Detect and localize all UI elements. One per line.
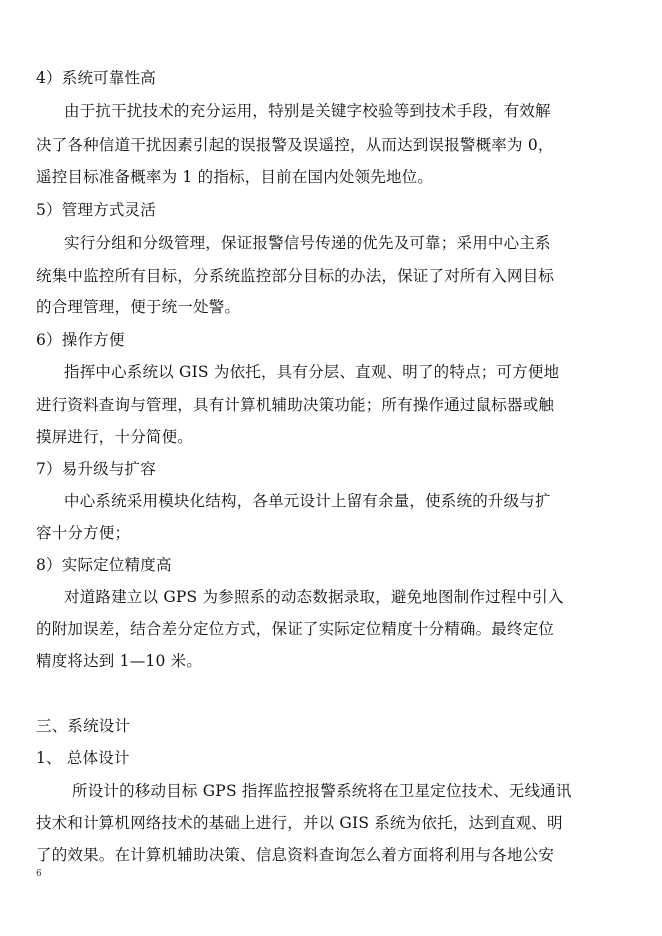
section-5-line-2: 统集中监控所有目标，分系统监控部分目标的办法，保证了对所有入网目标: [36, 267, 555, 285]
page-number: 6: [36, 869, 42, 879]
chapter-3-1-line-3: 了的效果。在计算机辅助决策、信息资料查询怎么着方面将利用与各地公安: [36, 846, 555, 864]
chapter-3-heading: 三、系统设计: [36, 717, 131, 735]
section-6-line-3: 摸屏进行，十分简便。: [36, 428, 194, 446]
section-8-heading: 8）实际定位精度高: [36, 556, 172, 574]
section-5-line-1: 实行分组和分级管理，保证报警信号传递的优先及可靠；采用中心主系: [64, 234, 551, 252]
section-6-line-1: 指挥中心系统以 GIS 为依托，具有分层、直观、明了的特点；可方便地: [64, 363, 560, 381]
section-5-line-3: 的合理管理，便于统一处警。: [36, 298, 241, 316]
section-7-heading: 7）易升级与扩容: [36, 460, 156, 478]
section-5-heading: 5）管理方式灵活: [36, 201, 156, 219]
section-7-line-2: 容十分方便；: [36, 524, 131, 542]
section-6-line-2: 进行资料查询与管理，具有计算机辅助决策功能；所有操作通过鼠标器或触: [36, 396, 555, 414]
chapter-3-1-line-1: 所设计的移动目标 GPS 指挥监控报警系统将在卫星定位技术、无线通讯: [72, 782, 572, 800]
section-8-line-2: 的附加误差，结合差分定位方式，保证了实际定位精度十分精确。最终定位: [36, 620, 555, 638]
section-4-line-2: 决了各种信道干扰因素引起的误报警及误遥控，从而达到误报警概率为 0，: [36, 136, 554, 154]
section-8-line-1: 对道路建立以 GPS 为参照系的动态数据录取，避免地图制作过程中引入: [64, 588, 564, 606]
chapter-3-1-heading: 1、 总体设计: [36, 749, 130, 767]
section-4-heading: 4）系统可靠性高: [36, 69, 156, 87]
section-4-line-1: 由于抗干扰技术的充分运用，特别是关键字校验等到技术手段，有效解: [64, 102, 551, 120]
section-7-line-1: 中心系统采用模块化结构，各单元设计上留有余量，使系统的升级与扩: [64, 492, 551, 510]
chapter-3-1-line-2: 技术和计算机网络技术的基础上进行，并以 GIS 系统为依托，达到直观、明: [36, 814, 563, 832]
section-8-line-3: 精度将达到 1—10 米。: [36, 652, 203, 670]
section-6-heading: 6）操作方便: [36, 331, 125, 349]
section-4-line-3: 遥控目标准备概率为 1 的指标，目前在国内处领先地位。: [36, 168, 434, 186]
